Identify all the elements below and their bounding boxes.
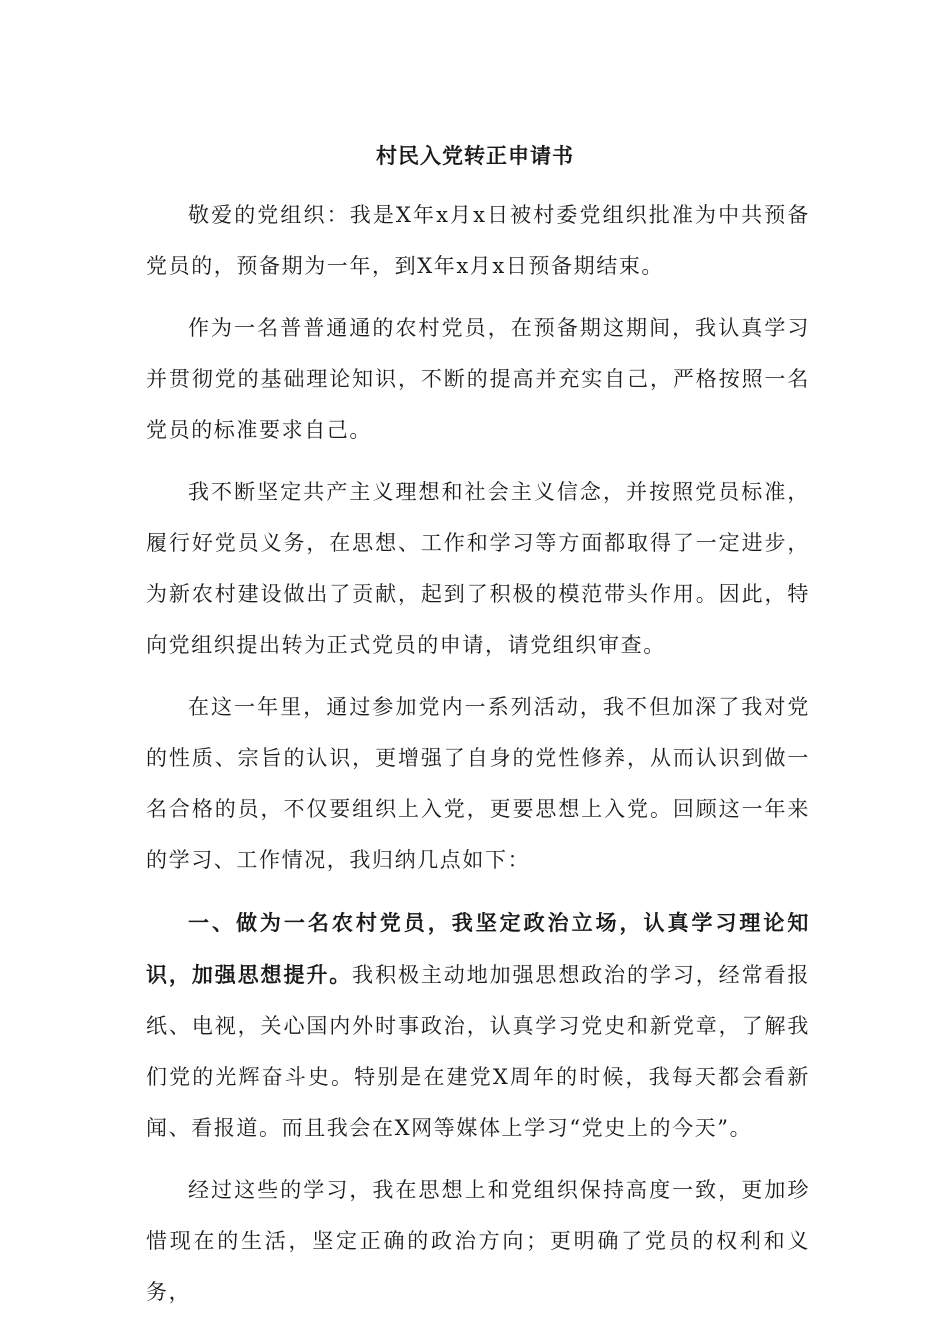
paragraph-greeting [146, 190, 810, 292]
paragraph-activities [146, 682, 810, 886]
paragraph-point-one [146, 897, 810, 1154]
paragraph-text: 我不断坚定共产主义理想和社会主义信念，并按照党员标准，履行好党员义务，在思想、工作和学习等方面都取得了一定进步，为新农村建设做出了贡献，起到了积极的模范带头作用。因此，特向党组织提出转为正式党员的申请，请党组织审查。 [146, 480, 810, 657]
paragraph-study [146, 303, 810, 456]
document-title: 村民入党转正申请书 [376, 143, 574, 168]
paragraph-text: 作为一名普普通通的农村党员，在预备期这期间，我认真学习并贯彻党的基础理论知识，不断的提高并充实自己，严格按照一名党员的标准要求自己。 [146, 316, 810, 442]
paragraph-text: 经过这些的学习，我在思想上和党组织保持高度一致，更加珍惜现在的生活，坚定正确的政治方向；更明确了党员的权利和义务， [146, 1178, 810, 1304]
paragraph-text: 我积极主动地加强思想政治的学习，经常看报纸、电视，关心国内外时事政治，认真学习党史和新党章，了解我们党的光辉奋斗史。特别是在建党X周年的时候，我每天都会看新闻、看报道。而且我会在X网等媒体上学习“党史上的今天”。 [146, 963, 811, 1140]
paragraph-result [146, 1165, 810, 1318]
paragraph-belief [146, 467, 810, 671]
paragraph-heading: 一、做为一名农村党员，我坚定政治立场，认真学习理论知识，加强思想提升。 [146, 910, 810, 987]
document-body [146, 190, 810, 1329]
paragraph-text: 敬爱的党组织：我是X年x月x日被村委党组织批准为中共预备党员的，预备期为一年，到X年x月x日预备期结束。 [146, 203, 810, 278]
paragraph-text: 在这一年里，通过参加党内一系列活动，我不但加深了我对党的性质、宗旨的认识，更增强了自身的党性修养，从而认识到做一名合格的员，不仅要组织上入党，更要思想上入党。回顾这一年来的学习、工作情况，我归纳几点如下： [146, 695, 810, 872]
